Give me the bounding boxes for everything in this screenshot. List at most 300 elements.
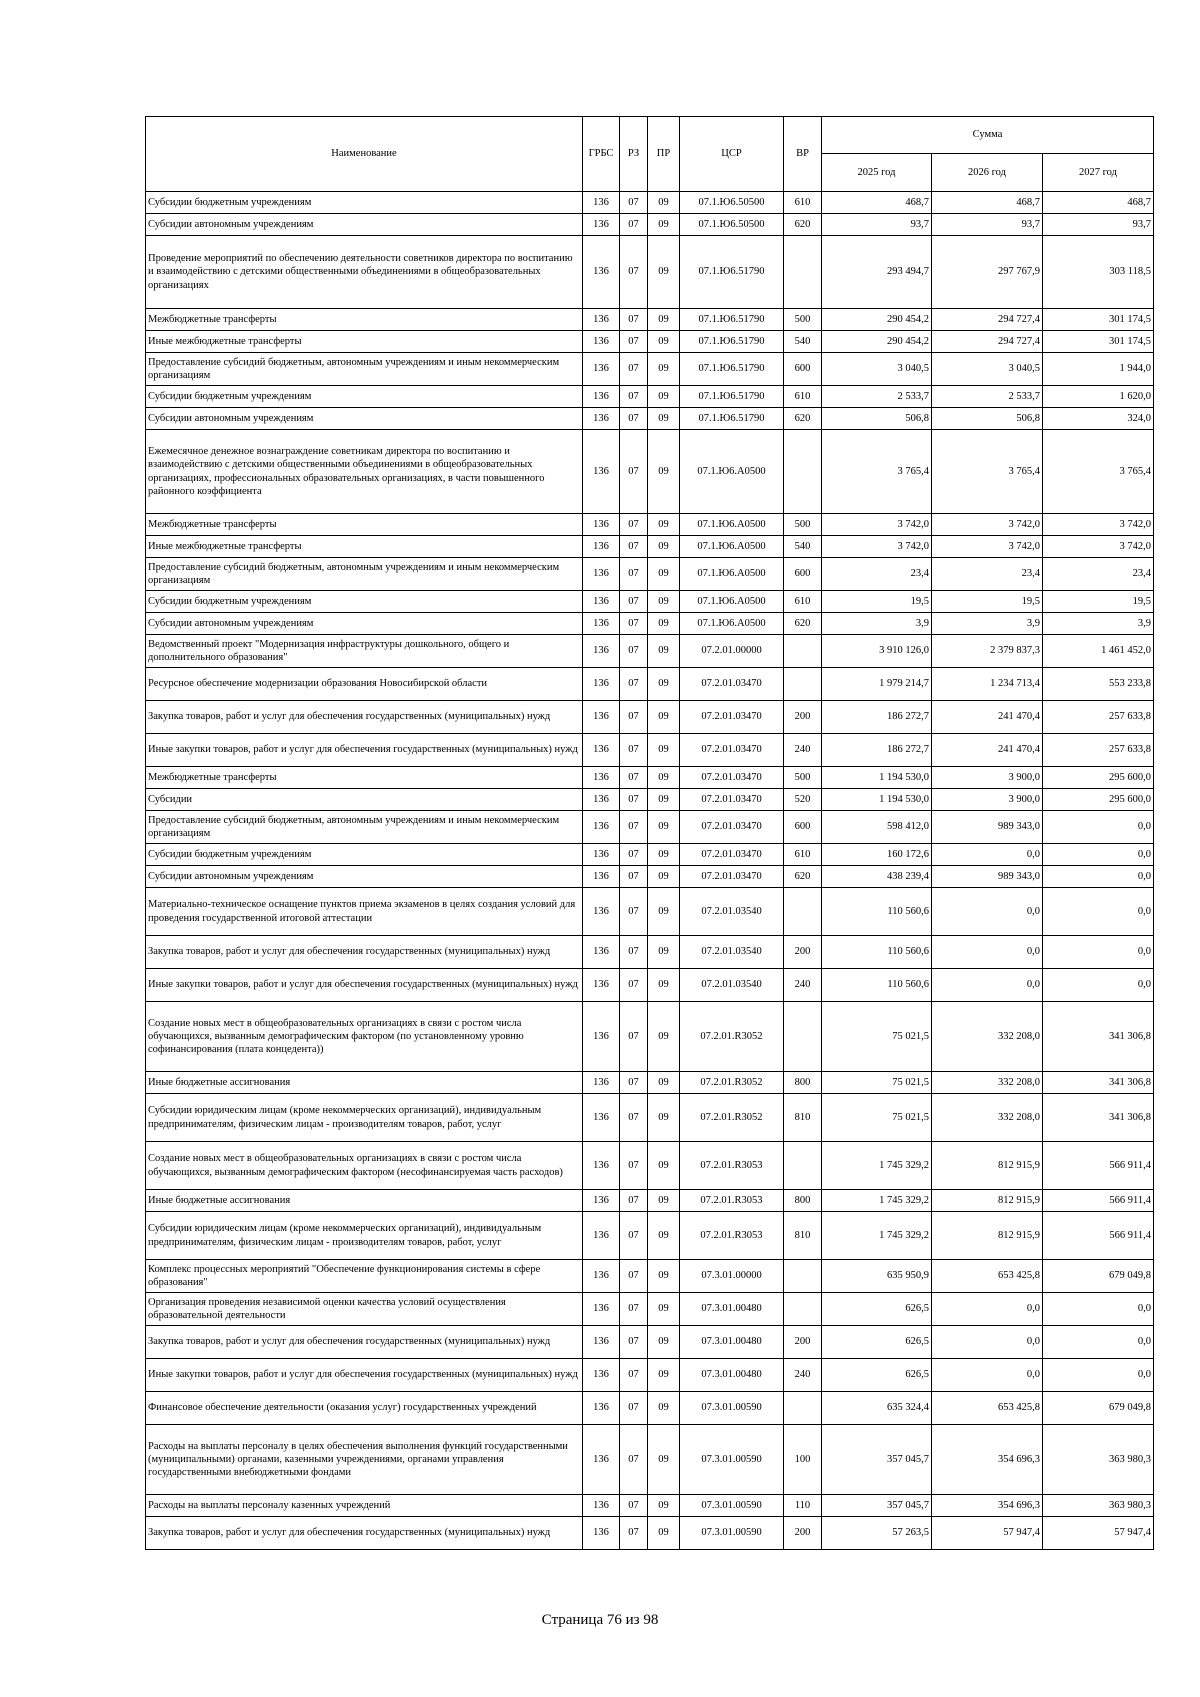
row-vr-cell: 500 — [784, 309, 822, 331]
header-year-2027: 2027 год — [1043, 154, 1154, 192]
table-row — [146, 668, 1154, 701]
row-name-cell: Субсидии юридическим лицам (кроме некоммерческих организаций), индивидуальным предпринимателям, физическим лицам - производителям товаров, работ, услуг — [146, 1094, 583, 1142]
row-rz-cell: 07 — [620, 936, 648, 969]
row-sum-2025-cell: 635 950,9 — [822, 1260, 932, 1293]
row-sum-2025-cell: 75 021,5 — [822, 1094, 932, 1142]
row-vr-cell: 240 — [784, 734, 822, 767]
row-pr-cell: 09 — [648, 309, 680, 331]
row-vr-cell: 610 — [784, 844, 822, 866]
row-csr-cell: 07.2.01.R3052 — [680, 1002, 784, 1072]
row-sum-2025-cell: 75 021,5 — [822, 1072, 932, 1094]
row-grbs-cell: 136 — [583, 309, 620, 331]
row-sum-2027-cell: 0,0 — [1043, 969, 1154, 1002]
row-sum-2026-cell: 3 742,0 — [932, 536, 1043, 558]
table-row — [146, 1212, 1154, 1260]
row-name-cell: Комплекс процессных мероприятий "Обеспечение функционирования системы в сфере образования" — [146, 1260, 583, 1293]
row-vr-cell: 810 — [784, 1094, 822, 1142]
row-name-cell: Субсидии автономным учреждениям — [146, 408, 583, 430]
row-vr-cell — [784, 635, 822, 668]
row-sum-2027-cell: 0,0 — [1043, 844, 1154, 866]
row-sum-2025-cell: 75 021,5 — [822, 1002, 932, 1072]
row-sum-2027-cell: 19,5 — [1043, 591, 1154, 613]
row-sum-2027-cell: 0,0 — [1043, 866, 1154, 888]
row-sum-2026-cell: 332 208,0 — [932, 1094, 1043, 1142]
row-name-cell: Иные межбюджетные трансферты — [146, 536, 583, 558]
row-name-cell: Ресурсное обеспечение модернизации образования Новосибирской области — [146, 668, 583, 701]
row-sum-2026-cell: 0,0 — [932, 969, 1043, 1002]
header-vr: ВР — [784, 117, 822, 192]
row-name-cell: Иные закупки товаров, работ и услуг для обеспечения государственных (муниципальных) нужд — [146, 1359, 583, 1392]
row-sum-2025-cell: 1 745 329,2 — [822, 1190, 932, 1212]
row-csr-cell: 07.1.Ю6.50500 — [680, 214, 784, 236]
row-csr-cell: 07.3.01.00590 — [680, 1425, 784, 1495]
row-rz-cell: 07 — [620, 844, 648, 866]
row-pr-cell: 09 — [648, 236, 680, 309]
row-sum-2027-cell: 341 306,8 — [1043, 1002, 1154, 1072]
row-name-cell: Межбюджетные трансферты — [146, 514, 583, 536]
row-grbs-cell: 136 — [583, 514, 620, 536]
row-rz-cell: 07 — [620, 1359, 648, 1392]
row-pr-cell: 09 — [648, 1293, 680, 1326]
row-grbs-cell: 136 — [583, 969, 620, 1002]
table-row — [146, 1260, 1154, 1293]
row-vr-cell — [784, 1260, 822, 1293]
row-vr-cell: 610 — [784, 591, 822, 613]
row-csr-cell: 07.2.01.03470 — [680, 734, 784, 767]
row-vr-cell — [784, 1392, 822, 1425]
row-name-cell: Предоставление субсидий бюджетным, автономным учреждениям и иным некоммерческим организациям — [146, 811, 583, 844]
row-sum-2026-cell: 0,0 — [932, 1293, 1043, 1326]
row-name-cell: Предоставление субсидий бюджетным, автономным учреждениям и иным некоммерческим организациям — [146, 558, 583, 591]
row-csr-cell: 07.2.01.03470 — [680, 668, 784, 701]
row-sum-2026-cell: 332 208,0 — [932, 1002, 1043, 1072]
row-pr-cell: 09 — [648, 1142, 680, 1190]
row-sum-2027-cell: 363 980,3 — [1043, 1425, 1154, 1495]
row-vr-cell: 620 — [784, 613, 822, 635]
row-rz-cell: 07 — [620, 789, 648, 811]
row-pr-cell: 09 — [648, 668, 680, 701]
row-sum-2025-cell: 290 454,2 — [822, 331, 932, 353]
row-sum-2025-cell: 3,9 — [822, 613, 932, 635]
row-sum-2026-cell: 2 533,7 — [932, 386, 1043, 408]
row-rz-cell: 07 — [620, 536, 648, 558]
row-name-cell: Закупка товаров, работ и услуг для обеспечения государственных (муниципальных) нужд — [146, 936, 583, 969]
row-sum-2025-cell: 186 272,7 — [822, 734, 932, 767]
row-csr-cell: 07.2.01.R3053 — [680, 1190, 784, 1212]
row-sum-2027-cell: 57 947,4 — [1043, 1517, 1154, 1550]
row-csr-cell: 07.2.01.03540 — [680, 888, 784, 936]
row-sum-2026-cell: 57 947,4 — [932, 1517, 1043, 1550]
row-rz-cell: 07 — [620, 591, 648, 613]
row-sum-2026-cell: 989 343,0 — [932, 811, 1043, 844]
row-name-cell: Иные закупки товаров, работ и услуг для обеспечения государственных (муниципальных) нужд — [146, 734, 583, 767]
row-sum-2025-cell: 626,5 — [822, 1326, 932, 1359]
row-grbs-cell: 136 — [583, 613, 620, 635]
row-rz-cell: 07 — [620, 1142, 648, 1190]
row-grbs-cell: 136 — [583, 236, 620, 309]
row-grbs-cell: 136 — [583, 1094, 620, 1142]
row-grbs-cell: 136 — [583, 1190, 620, 1212]
row-rz-cell: 07 — [620, 668, 648, 701]
row-grbs-cell: 136 — [583, 1359, 620, 1392]
row-sum-2025-cell: 290 454,2 — [822, 309, 932, 331]
row-rz-cell: 07 — [620, 1495, 648, 1517]
row-sum-2025-cell: 438 239,4 — [822, 866, 932, 888]
row-sum-2027-cell: 1 461 452,0 — [1043, 635, 1154, 668]
row-name-cell: Субсидии юридическим лицам (кроме некоммерческих организаций), индивидуальным предпринимателям, физическим лицам - производителям товаров, работ, услуг — [146, 1212, 583, 1260]
table-row — [146, 1072, 1154, 1094]
table-row — [146, 331, 1154, 353]
row-csr-cell: 07.1.Ю6.А0500 — [680, 430, 784, 514]
row-sum-2027-cell: 257 633,8 — [1043, 734, 1154, 767]
row-name-cell: Расходы на выплаты персоналу в целях обеспечения выполнения функций государственными (муниципальными) органами, казенными учреждениями, органами управления государственными внебюджетными фондами — [146, 1425, 583, 1495]
row-pr-cell: 09 — [648, 936, 680, 969]
row-sum-2025-cell: 110 560,6 — [822, 936, 932, 969]
row-csr-cell: 07.1.Ю6.А0500 — [680, 558, 784, 591]
row-vr-cell — [784, 888, 822, 936]
row-name-cell: Проведение мероприятий по обеспечению деятельности советников директора по воспитанию и взаимодействию с детскими общественными объединениями в общеобразовательных организациях — [146, 236, 583, 309]
header-pr: ПР — [648, 117, 680, 192]
row-rz-cell: 07 — [620, 353, 648, 386]
row-pr-cell: 09 — [648, 353, 680, 386]
row-csr-cell: 07.1.Ю6.51790 — [680, 386, 784, 408]
row-sum-2026-cell: 3 900,0 — [932, 767, 1043, 789]
row-sum-2025-cell: 23,4 — [822, 558, 932, 591]
table-row — [146, 309, 1154, 331]
row-sum-2026-cell: 812 915,9 — [932, 1212, 1043, 1260]
row-pr-cell: 09 — [648, 1359, 680, 1392]
row-name-cell: Субсидии автономным учреждениям — [146, 214, 583, 236]
row-csr-cell: 07.1.Ю6.А0500 — [680, 613, 784, 635]
row-sum-2027-cell: 3 742,0 — [1043, 536, 1154, 558]
row-sum-2026-cell: 653 425,8 — [932, 1392, 1043, 1425]
row-vr-cell: 540 — [784, 331, 822, 353]
row-csr-cell: 07.2.01.03470 — [680, 701, 784, 734]
row-sum-2026-cell: 812 915,9 — [932, 1190, 1043, 1212]
row-pr-cell: 09 — [648, 1392, 680, 1425]
table-row — [146, 701, 1154, 734]
row-grbs-cell: 136 — [583, 701, 620, 734]
row-name-cell: Субсидии бюджетным учреждениям — [146, 591, 583, 613]
row-sum-2027-cell: 0,0 — [1043, 936, 1154, 969]
row-sum-2027-cell: 553 233,8 — [1043, 668, 1154, 701]
row-vr-cell: 100 — [784, 1425, 822, 1495]
row-name-cell: Закупка товаров, работ и услуг для обеспечения государственных (муниципальных) нужд — [146, 1517, 583, 1550]
row-sum-2026-cell: 241 470,4 — [932, 701, 1043, 734]
row-sum-2025-cell: 1 979 214,7 — [822, 668, 932, 701]
header-year-2025: 2025 год — [822, 154, 932, 192]
row-csr-cell: 07.2.01.R3053 — [680, 1142, 784, 1190]
row-sum-2025-cell: 598 412,0 — [822, 811, 932, 844]
row-name-cell: Создание новых мест в общеобразовательных организациях в связи с ростом числа обучающихся, вызванным демографическим фактором (по установленному уровню софинансирования (плата концедента)) — [146, 1002, 583, 1072]
row-name-cell: Межбюджетные трансферты — [146, 767, 583, 789]
row-sum-2027-cell: 295 600,0 — [1043, 767, 1154, 789]
row-csr-cell: 07.1.Ю6.51790 — [680, 236, 784, 309]
row-rz-cell: 07 — [620, 309, 648, 331]
row-csr-cell: 07.2.01.00000 — [680, 635, 784, 668]
header-csr: ЦСР — [680, 117, 784, 192]
row-csr-cell: 07.2.01.R3052 — [680, 1094, 784, 1142]
row-sum-2025-cell: 357 045,7 — [822, 1495, 932, 1517]
row-sum-2026-cell: 0,0 — [932, 888, 1043, 936]
row-sum-2027-cell: 301 174,5 — [1043, 331, 1154, 353]
row-pr-cell: 09 — [648, 1326, 680, 1359]
table-row — [146, 214, 1154, 236]
row-sum-2027-cell: 0,0 — [1043, 888, 1154, 936]
row-csr-cell: 07.3.01.00480 — [680, 1359, 784, 1392]
row-vr-cell: 200 — [784, 1326, 822, 1359]
row-grbs-cell: 136 — [583, 192, 620, 214]
row-rz-cell: 07 — [620, 635, 648, 668]
table-row — [146, 635, 1154, 668]
row-csr-cell: 07.1.Ю6.51790 — [680, 331, 784, 353]
row-rz-cell: 07 — [620, 1002, 648, 1072]
table-row — [146, 591, 1154, 613]
row-pr-cell: 09 — [648, 1425, 680, 1495]
row-rz-cell: 07 — [620, 558, 648, 591]
row-name-cell: Иные закупки товаров, работ и услуг для обеспечения государственных (муниципальных) нужд — [146, 969, 583, 1002]
row-name-cell: Расходы на выплаты персоналу казенных учреждений — [146, 1495, 583, 1517]
row-grbs-cell: 136 — [583, 1425, 620, 1495]
row-sum-2025-cell: 3 765,4 — [822, 430, 932, 514]
row-pr-cell: 09 — [648, 430, 680, 514]
header-year-2026: 2026 год — [932, 154, 1043, 192]
row-sum-2026-cell: 812 915,9 — [932, 1142, 1043, 1190]
row-rz-cell: 07 — [620, 613, 648, 635]
row-grbs-cell: 136 — [583, 1326, 620, 1359]
row-vr-cell: 240 — [784, 969, 822, 1002]
row-sum-2026-cell: 3 765,4 — [932, 430, 1043, 514]
row-vr-cell: 520 — [784, 789, 822, 811]
row-grbs-cell: 136 — [583, 353, 620, 386]
row-rz-cell: 07 — [620, 1293, 648, 1326]
row-grbs-cell: 136 — [583, 1142, 620, 1190]
row-pr-cell: 09 — [648, 1495, 680, 1517]
row-sum-2026-cell: 0,0 — [932, 936, 1043, 969]
row-rz-cell: 07 — [620, 1392, 648, 1425]
table-row — [146, 936, 1154, 969]
row-pr-cell: 09 — [648, 767, 680, 789]
row-rz-cell: 07 — [620, 1425, 648, 1495]
row-pr-cell: 09 — [648, 536, 680, 558]
table-row — [146, 844, 1154, 866]
row-csr-cell: 07.2.01.R3052 — [680, 1072, 784, 1094]
table-row — [146, 1190, 1154, 1212]
row-sum-2025-cell: 186 272,7 — [822, 701, 932, 734]
row-grbs-cell: 136 — [583, 1495, 620, 1517]
row-sum-2027-cell: 566 911,4 — [1043, 1142, 1154, 1190]
row-pr-cell: 09 — [648, 214, 680, 236]
row-sum-2025-cell: 160 172,6 — [822, 844, 932, 866]
row-name-cell: Финансовое обеспечение деятельности (оказания услуг) государственных учреждений — [146, 1392, 583, 1425]
row-sum-2027-cell: 1 620,0 — [1043, 386, 1154, 408]
table-row — [146, 1359, 1154, 1392]
row-sum-2025-cell: 3 910 126,0 — [822, 635, 932, 668]
row-pr-cell: 09 — [648, 558, 680, 591]
row-rz-cell: 07 — [620, 331, 648, 353]
row-pr-cell: 09 — [648, 192, 680, 214]
row-sum-2026-cell: 23,4 — [932, 558, 1043, 591]
row-pr-cell: 09 — [648, 866, 680, 888]
row-sum-2027-cell: 324,0 — [1043, 408, 1154, 430]
row-name-cell: Субсидии бюджетным учреждениям — [146, 386, 583, 408]
row-pr-cell: 09 — [648, 1190, 680, 1212]
row-sum-2027-cell: 0,0 — [1043, 1359, 1154, 1392]
row-grbs-cell: 136 — [583, 591, 620, 613]
row-csr-cell: 07.3.01.00590 — [680, 1392, 784, 1425]
row-vr-cell: 800 — [784, 1190, 822, 1212]
row-sum-2025-cell: 1 194 530,0 — [822, 767, 932, 789]
row-rz-cell: 07 — [620, 1260, 648, 1293]
row-pr-cell: 09 — [648, 1002, 680, 1072]
row-vr-cell: 600 — [784, 558, 822, 591]
row-sum-2025-cell: 1 745 329,2 — [822, 1142, 932, 1190]
row-name-cell: Иные межбюджетные трансферты — [146, 331, 583, 353]
row-sum-2025-cell: 293 494,7 — [822, 236, 932, 309]
row-sum-2027-cell: 93,7 — [1043, 214, 1154, 236]
row-name-cell: Субсидии бюджетным учреждениям — [146, 844, 583, 866]
row-rz-cell: 07 — [620, 1190, 648, 1212]
header-rz: РЗ — [620, 117, 648, 192]
table-row — [146, 408, 1154, 430]
table-row — [146, 1142, 1154, 1190]
row-sum-2026-cell: 1 234 713,4 — [932, 668, 1043, 701]
row-sum-2026-cell: 3 040,5 — [932, 353, 1043, 386]
row-sum-2027-cell: 3 742,0 — [1043, 514, 1154, 536]
row-pr-cell: 09 — [648, 1072, 680, 1094]
row-sum-2026-cell: 294 727,4 — [932, 309, 1043, 331]
row-rz-cell: 07 — [620, 386, 648, 408]
row-sum-2026-cell: 3 900,0 — [932, 789, 1043, 811]
row-rz-cell: 07 — [620, 214, 648, 236]
row-name-cell: Материально-техническое оснащение пунктов приема экзаменов в целях создания условий для проведения государственной итоговой аттестации — [146, 888, 583, 936]
row-sum-2025-cell: 110 560,6 — [822, 969, 932, 1002]
row-sum-2025-cell: 3 742,0 — [822, 514, 932, 536]
row-csr-cell: 07.3.01.00480 — [680, 1326, 784, 1359]
row-rz-cell: 07 — [620, 1072, 648, 1094]
row-rz-cell: 07 — [620, 408, 648, 430]
row-rz-cell: 07 — [620, 1212, 648, 1260]
row-sum-2026-cell: 354 696,3 — [932, 1495, 1043, 1517]
row-name-cell: Иные бюджетные ассигнования — [146, 1072, 583, 1094]
row-grbs-cell: 136 — [583, 1293, 620, 1326]
header-grbs: ГРБС — [583, 117, 620, 192]
row-pr-cell: 09 — [648, 1517, 680, 1550]
row-sum-2027-cell: 468,7 — [1043, 192, 1154, 214]
row-sum-2025-cell: 57 263,5 — [822, 1517, 932, 1550]
row-csr-cell: 07.1.Ю6.А0500 — [680, 514, 784, 536]
row-rz-cell: 07 — [620, 192, 648, 214]
table-row — [146, 1392, 1154, 1425]
row-pr-cell: 09 — [648, 591, 680, 613]
row-vr-cell: 620 — [784, 408, 822, 430]
row-rz-cell: 07 — [620, 1326, 648, 1359]
row-sum-2025-cell: 468,7 — [822, 192, 932, 214]
table-row — [146, 558, 1154, 591]
row-vr-cell: 600 — [784, 353, 822, 386]
row-sum-2026-cell: 294 727,4 — [932, 331, 1043, 353]
row-name-cell: Закупка товаров, работ и услуг для обеспечения государственных (муниципальных) нужд — [146, 1326, 583, 1359]
row-sum-2025-cell: 635 324,4 — [822, 1392, 932, 1425]
row-grbs-cell: 136 — [583, 536, 620, 558]
row-sum-2026-cell: 653 425,8 — [932, 1260, 1043, 1293]
row-sum-2026-cell: 19,5 — [932, 591, 1043, 613]
row-grbs-cell: 136 — [583, 811, 620, 844]
row-csr-cell: 07.3.01.00000 — [680, 1260, 784, 1293]
row-grbs-cell: 136 — [583, 1392, 620, 1425]
row-grbs-cell: 136 — [583, 331, 620, 353]
row-vr-cell: 620 — [784, 866, 822, 888]
row-sum-2027-cell: 0,0 — [1043, 1326, 1154, 1359]
row-rz-cell: 07 — [620, 430, 648, 514]
row-grbs-cell: 136 — [583, 1212, 620, 1260]
row-name-cell: Предоставление субсидий бюджетным, автономным учреждениям и иным некоммерческим организациям — [146, 353, 583, 386]
table-row — [146, 767, 1154, 789]
row-vr-cell — [784, 1002, 822, 1072]
table-row — [146, 1326, 1154, 1359]
row-grbs-cell: 136 — [583, 635, 620, 668]
row-pr-cell: 09 — [648, 613, 680, 635]
table-row — [146, 514, 1154, 536]
row-sum-2027-cell: 257 633,8 — [1043, 701, 1154, 734]
table-row — [146, 536, 1154, 558]
table-header — [146, 117, 1154, 192]
row-sum-2027-cell: 341 306,8 — [1043, 1072, 1154, 1094]
row-grbs-cell: 136 — [583, 1002, 620, 1072]
table-row — [146, 1425, 1154, 1495]
row-grbs-cell: 136 — [583, 789, 620, 811]
row-sum-2025-cell: 626,5 — [822, 1359, 932, 1392]
row-rz-cell: 07 — [620, 1094, 648, 1142]
row-csr-cell: 07.1.Ю6.51790 — [680, 353, 784, 386]
row-sum-2027-cell: 341 306,8 — [1043, 1094, 1154, 1142]
row-sum-2026-cell: 297 767,9 — [932, 236, 1043, 309]
row-sum-2025-cell: 19,5 — [822, 591, 932, 613]
row-grbs-cell: 136 — [583, 1517, 620, 1550]
table-row — [146, 969, 1154, 1002]
row-name-cell: Субсидии автономным учреждениям — [146, 613, 583, 635]
row-pr-cell: 09 — [648, 331, 680, 353]
row-name-cell: Закупка товаров, работ и услуг для обеспечения государственных (муниципальных) нужд — [146, 701, 583, 734]
row-sum-2025-cell: 1 745 329,2 — [822, 1212, 932, 1260]
row-csr-cell: 07.2.01.03470 — [680, 844, 784, 866]
table-row — [146, 1517, 1154, 1550]
row-rz-cell: 07 — [620, 866, 648, 888]
row-sum-2026-cell: 3,9 — [932, 613, 1043, 635]
row-csr-cell: 07.1.Ю6.50500 — [680, 192, 784, 214]
row-pr-cell: 09 — [648, 1094, 680, 1142]
row-sum-2026-cell: 354 696,3 — [932, 1425, 1043, 1495]
row-pr-cell: 09 — [648, 844, 680, 866]
row-rz-cell: 07 — [620, 1517, 648, 1550]
row-grbs-cell: 136 — [583, 866, 620, 888]
row-sum-2026-cell: 0,0 — [932, 1359, 1043, 1392]
row-pr-cell: 09 — [648, 811, 680, 844]
row-name-cell: Ведомственный проект "Модернизация инфраструктуры дошкольного, общего и дополнительного образования" — [146, 635, 583, 668]
table-row — [146, 1495, 1154, 1517]
row-vr-cell: 240 — [784, 1359, 822, 1392]
table-row — [146, 1293, 1154, 1326]
table-row — [146, 811, 1154, 844]
row-grbs-cell: 136 — [583, 888, 620, 936]
row-csr-cell: 07.2.01.03470 — [680, 767, 784, 789]
row-grbs-cell: 136 — [583, 214, 620, 236]
row-vr-cell: 200 — [784, 1517, 822, 1550]
row-pr-cell: 09 — [648, 1260, 680, 1293]
row-sum-2025-cell: 93,7 — [822, 214, 932, 236]
row-vr-cell: 500 — [784, 514, 822, 536]
row-vr-cell — [784, 236, 822, 309]
